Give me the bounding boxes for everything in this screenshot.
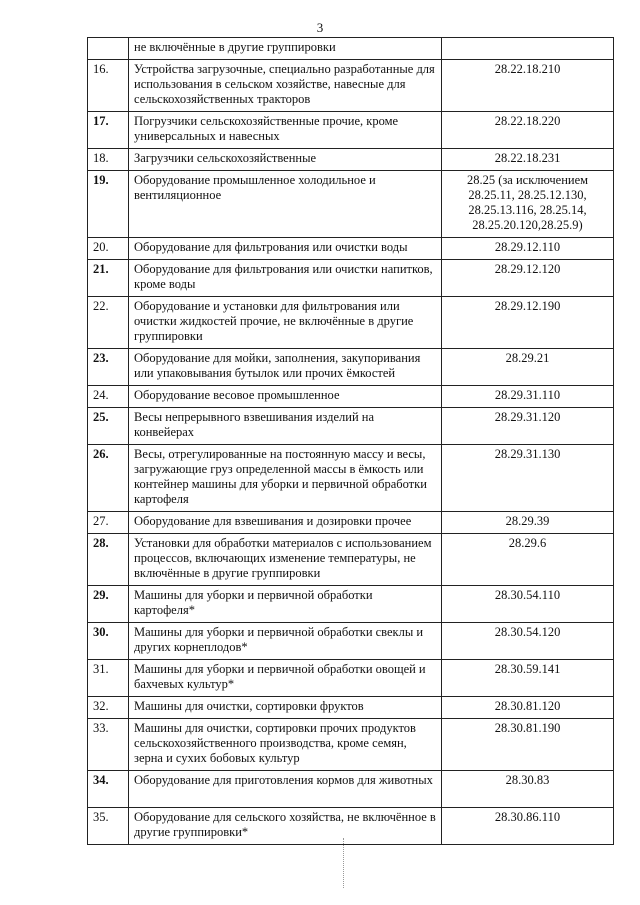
table-row	[88, 719, 614, 771]
row-number: 22.	[88, 297, 129, 349]
okpd-code: 28.30.81.190	[442, 719, 614, 771]
item-name: Машины для уборки и первичной обработки картофеля*	[129, 586, 442, 623]
table-row	[88, 238, 614, 260]
row-number: 17.	[88, 112, 129, 149]
okpd-code: 28.30.83	[442, 771, 614, 808]
item-name: Оборудование весовое промышленное	[129, 386, 442, 408]
okpd-code: 28.29.21	[442, 349, 614, 386]
okpd-code: 28.22.18.220	[442, 112, 614, 149]
item-name: Оборудование промышленное холодильное и вентиляционное	[129, 171, 442, 238]
item-name: Машины для очистки, сортировки прочих продуктов сельскохозяйственного производства, кроме семян, зерна и сухих бобовых культур	[129, 719, 442, 771]
row-number: 16.	[88, 60, 129, 112]
table-row	[88, 171, 614, 238]
row-number: 32.	[88, 697, 129, 719]
item-name: Оборудование для фильтрования или очистки воды	[129, 238, 442, 260]
row-number: 21.	[88, 260, 129, 297]
okpd-code: 28.29.31.110	[442, 386, 614, 408]
row-number: 26.	[88, 445, 129, 512]
equipment-table	[87, 37, 614, 845]
item-name: Оборудование для сельского хозяйства, не включённое в другие группировки*	[129, 808, 442, 845]
okpd-code: 28.30.54.110	[442, 586, 614, 623]
item-name: Загрузчики сельскохозяйственные	[129, 149, 442, 171]
okpd-code: 28.22.18.231	[442, 149, 614, 171]
table-row	[88, 697, 614, 719]
table-row	[88, 60, 614, 112]
table-row	[88, 260, 614, 297]
item-name: Погрузчики сельскохозяйственные прочие, кроме универсальных и навесных	[129, 112, 442, 149]
item-name: Оборудование для приготовления кормов для животных	[129, 771, 442, 808]
row-number: 23.	[88, 349, 129, 386]
table-row	[88, 534, 614, 586]
row-number: 29.	[88, 586, 129, 623]
okpd-code: 28.30.59.141	[442, 660, 614, 697]
okpd-code	[442, 38, 614, 60]
item-name: не включённые в другие группировки	[129, 38, 442, 60]
table-row	[88, 660, 614, 697]
table-row	[88, 623, 614, 660]
table-row	[88, 149, 614, 171]
table-row	[88, 297, 614, 349]
okpd-code: 28.30.54.120	[442, 623, 614, 660]
okpd-code: 28.29.12.190	[442, 297, 614, 349]
row-number: 33.	[88, 719, 129, 771]
item-name: Установки для обработки материалов с использованием процессов, включающих изменение температуры, не включённые в другие группировки	[129, 534, 442, 586]
row-number	[88, 38, 129, 60]
okpd-code: 28.30.81.120	[442, 697, 614, 719]
row-number: 19.	[88, 171, 129, 238]
row-number: 30.	[88, 623, 129, 660]
item-name: Устройства загрузочные, специально разработанные для использования в сельском хозяйстве, навесные для сельскохозяйственных тракторов	[129, 60, 442, 112]
row-number: 35.	[88, 808, 129, 845]
item-name: Оборудование и установки для фильтрования или очистки жидкостей прочие, не включённые в другие группировки	[129, 297, 442, 349]
item-name: Весы, отрегулированные на постоянную массу и весы, загружающие груз определенной массы в ёмкость или контейнер машины для уборки и первичной обработки картофеля	[129, 445, 442, 512]
table-row	[88, 408, 614, 445]
table-row	[88, 38, 614, 60]
item-name: Оборудование для мойки, заполнения, закупоривания или упаковывания бутылок или прочих ёмкостей	[129, 349, 442, 386]
item-name: Оборудование для взвешивания и дозировки прочее	[129, 512, 442, 534]
okpd-code: 28.29.39	[442, 512, 614, 534]
row-number: 18.	[88, 149, 129, 171]
okpd-code: 28.29.12.120	[442, 260, 614, 297]
okpd-code: 28.29.31.130	[442, 445, 614, 512]
item-name: Машины для очистки, сортировки фруктов	[129, 697, 442, 719]
okpd-code: 28.29.6	[442, 534, 614, 586]
table-row	[88, 386, 614, 408]
table-row	[88, 808, 614, 845]
item-name: Машины для уборки и первичной обработки свеклы и других корнеплодов*	[129, 623, 442, 660]
okpd-code: 28.29.12.110	[442, 238, 614, 260]
table-row	[88, 771, 614, 808]
row-number: 27.	[88, 512, 129, 534]
okpd-code: 28.25 (за исключением 28.25.11, 28.25.12.130, 28.25.13.116, 28.25.14, 28.25.20.120,28.25.9)	[442, 171, 614, 238]
row-number: 28.	[88, 534, 129, 586]
item-name: Весы непрерывного взвешивания изделий на конвейерах	[129, 408, 442, 445]
okpd-code: 28.30.86.110	[442, 808, 614, 845]
page-number: 3	[316, 20, 324, 35]
item-name: Оборудование для фильтрования или очистки напитков, кроме воды	[129, 260, 442, 297]
row-number: 31.	[88, 660, 129, 697]
row-number: 24.	[88, 386, 129, 408]
row-number: 25.	[88, 408, 129, 445]
table-row	[88, 349, 614, 386]
table-row	[88, 512, 614, 534]
table-body	[88, 38, 614, 845]
row-number: 34.	[88, 771, 129, 808]
row-number: 20.	[88, 238, 129, 260]
item-name: Машины для уборки и первичной обработки овощей и бахчевых культур*	[129, 660, 442, 697]
table-row	[88, 586, 614, 623]
table-row	[88, 112, 614, 149]
page-footer-mark	[343, 838, 345, 888]
table-row	[88, 445, 614, 512]
okpd-code: 28.29.31.120	[442, 408, 614, 445]
okpd-code: 28.22.18.210	[442, 60, 614, 112]
